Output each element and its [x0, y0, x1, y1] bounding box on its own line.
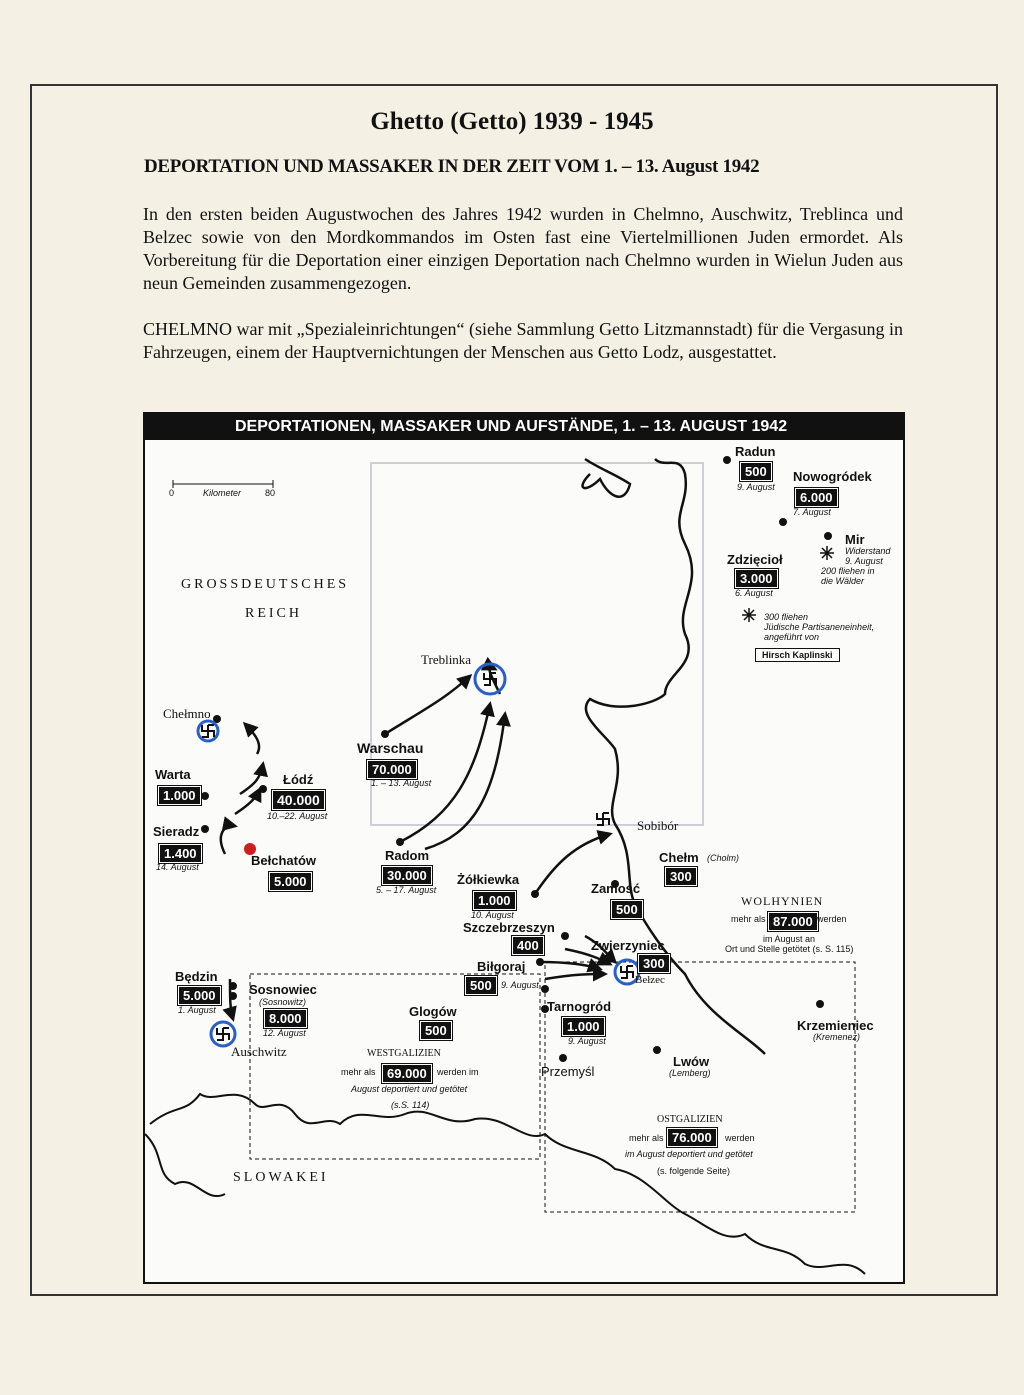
alt-sosnowiec: (Sosnowitz): [259, 997, 307, 1007]
wolhynien-suffix: werden: [817, 914, 847, 924]
region-wolhynien: WOLHYNIEN: [741, 894, 824, 908]
date-nowogrodek: 7. August: [793, 507, 831, 517]
region-slowakei: SLOWAKEI: [233, 1170, 329, 1185]
date-radun: 9. August: [737, 482, 775, 492]
chelmno-paragraph: CHELMNO war mit „Spezialeinrichtungen“ (siehe Sammlung Getto Litzmannstadt) für die Vergasung in Fahrzeugen, einem der Hauptvernichtungen der Menschen aus Getto Lodz, ausgestattet.: [143, 319, 903, 362]
date-radom: 5. – 17. August: [376, 885, 437, 895]
place-sosnowiec: Sosnowiec: [249, 982, 317, 997]
count-zolkiewka: 1.000: [473, 891, 516, 910]
count-belchatow: 5.000: [269, 872, 312, 891]
count-zwierzyniec: 300: [638, 954, 670, 973]
wolhynien-prefix: mehr als: [731, 914, 766, 924]
auschwitz-camp: [211, 1022, 235, 1046]
westgalizien-count: 69.000: [382, 1064, 432, 1083]
place-szczebrzeszyn: Szczebrzeszyn: [463, 920, 555, 935]
place-bilgoraj: Biłgoraj: [477, 959, 526, 974]
wolhynien-line3: Ort und Stelle getötet (s. S. 115): [725, 944, 854, 954]
place-zamosc: Zamość: [591, 881, 641, 896]
place-zolkiewka: Żółkiewka: [457, 872, 520, 887]
place-mir: Mir: [845, 532, 865, 547]
partisan-note-3: angeführt von: [764, 632, 820, 642]
place-sieradz: Sieradz: [153, 824, 200, 839]
region-grossdeutsches: GROSSDEUTSCHES: [181, 577, 350, 592]
ostgalizien-prefix: mehr als: [629, 1133, 664, 1143]
label-auschwitz: Auschwitz: [231, 1044, 287, 1059]
alt-chelm: (Cholm): [707, 853, 740, 863]
chelmno-camp: [198, 721, 218, 741]
place-belchatow: Bełchatów: [251, 853, 317, 868]
intro-paragraph: In den ersten beiden Augustwochen des Jahres 1942 wurden in Chelmno, Auschwitz, Treblinca und Belzec sowie von den Mordkommandos im Osten fast eine Viertelmillionen Juden ermordet. Als Vorbereitung für die Deportation einer einzigen Deportation nach Chelmno wurden in Wielun Juden aus neun Gemeinden zusammengezogen.: [143, 204, 903, 293]
label-treblinka: Treblinka: [421, 652, 472, 667]
page-title: Ghetto (Getto) 1939 - 1945: [370, 108, 654, 135]
page-subtitle: DEPORTATION UND MASSAKER IN DER ZEIT VOM 1. – 13. August 1942: [144, 156, 760, 177]
mir-note-2: 9. August: [845, 556, 883, 566]
partisan-leader: Hirsch Kaplinski: [755, 648, 840, 662]
westgalizien-prefix: mehr als: [341, 1067, 376, 1077]
label-sobibor: Sobibór: [637, 818, 679, 833]
westgalizien-line2: August deportiert und getötet: [351, 1084, 468, 1094]
wolhynien-count: 87.000: [768, 912, 818, 931]
partisan-note-2: Jüdische Partisaneneinheit,: [764, 622, 875, 632]
westgalizien-line3: (s.S. 114): [391, 1100, 430, 1110]
partisan-note-1: 300 fliehen: [764, 612, 809, 622]
count-bilgoraj: 500: [465, 976, 497, 995]
map-drawing: [145, 414, 905, 1284]
place-bedzin: Będzin: [175, 969, 218, 984]
scale-bar: [173, 480, 273, 488]
count-bedzin: 5.000: [178, 986, 221, 1005]
place-dzieciol: Zdzięcioł: [727, 552, 783, 567]
count-radom: 30.000: [382, 866, 432, 885]
deportation-map: [143, 412, 905, 1284]
count-chelm: 300: [665, 867, 697, 886]
place-nowogrodek: Nowogródek: [793, 469, 872, 484]
place-chelm: Chełm: [659, 850, 699, 865]
place-przemysl: Przemyśl: [541, 1064, 595, 1079]
place-tarnogrod: Tarnogród: [547, 999, 612, 1014]
date-tarnogrod: 9. August: [568, 1036, 606, 1046]
ostgalizien-line2: im August deportiert und getötet: [625, 1149, 753, 1159]
place-krzemieniec: Krzemieniec: [797, 1018, 874, 1033]
date-sieradz: 14. August: [156, 862, 199, 872]
date-warschau: 1. – 13. August: [371, 778, 432, 788]
label-belzec: Bełzec: [635, 974, 665, 986]
region-ostgalizien: OSTGALIZIEN: [657, 1114, 723, 1125]
mir-note-4: die Wälder: [821, 576, 865, 586]
place-lwow: Lwów: [673, 1054, 710, 1069]
region-reich: REICH: [245, 606, 302, 621]
place-radom: Radom: [385, 848, 430, 863]
count-radun: 500: [740, 462, 772, 481]
count-warschau: 70.000: [367, 760, 417, 779]
westgalizien-suffix: werden im: [437, 1067, 479, 1077]
alt-lwow: (Lemberg): [669, 1068, 711, 1078]
place-radun: Radun: [735, 444, 776, 459]
date-bilgoraj: 9. August: [501, 980, 539, 990]
date-sosnowiec: 12. August: [263, 1028, 306, 1038]
place-lodz: Łódź: [283, 772, 314, 787]
mir-note-1: Widerstand: [845, 546, 891, 556]
label-chelmno: Chełmno: [163, 706, 211, 721]
count-tarnogrod: 1.000: [562, 1017, 605, 1036]
eastern-border: [583, 459, 765, 1054]
place-warta: Warta: [155, 767, 191, 782]
scale-end: 80: [265, 488, 276, 498]
region-westgalizien: WESTGALIZIEN: [367, 1048, 441, 1059]
scale-start: 0: [169, 488, 175, 498]
ostgalizien-count: 76.000: [667, 1128, 717, 1147]
scale-unit: Kilometer: [203, 488, 242, 498]
ostgalizien-suffix: werden: [725, 1133, 755, 1143]
place-zwierzyniec: Zwierzyniec: [591, 938, 665, 953]
count-dzieciol: 3.000: [735, 569, 778, 588]
count-glogow: 500: [420, 1021, 452, 1040]
date-bedzin: 1. August: [178, 1005, 216, 1015]
place-glogow: Glogów: [409, 1004, 457, 1019]
alt-krzemieniec: (Kremenez): [813, 1032, 861, 1042]
sobibor-camp: [597, 813, 609, 825]
wolhynien-line2: im August an: [763, 934, 816, 944]
count-sosnowiec: 8.000: [264, 1009, 307, 1028]
place-warschau: Warschau: [357, 740, 424, 756]
count-lodz: 40.000: [272, 790, 325, 810]
count-nowogrodek: 6.000: [795, 488, 838, 507]
count-sieradz: 1.400: [159, 844, 202, 863]
date-lodz: 10.–22. August: [267, 811, 328, 821]
ostgalizien-line3: (s. folgende Seite): [657, 1166, 731, 1176]
map-header: DEPORTATIONEN, MASSAKER UND AUFSTÄNDE, 1. – 13. AUGUST 1942: [145, 414, 903, 440]
count-warta: 1.000: [158, 786, 201, 805]
date-zolkiewka: 10. August: [471, 910, 514, 920]
count-szczebrzeszyn: 400: [512, 936, 544, 955]
count-zamosc: 500: [611, 900, 643, 919]
date-dzieciol: 6. August: [735, 588, 773, 598]
mir-note-3: 200 fliehen in: [821, 566, 875, 576]
